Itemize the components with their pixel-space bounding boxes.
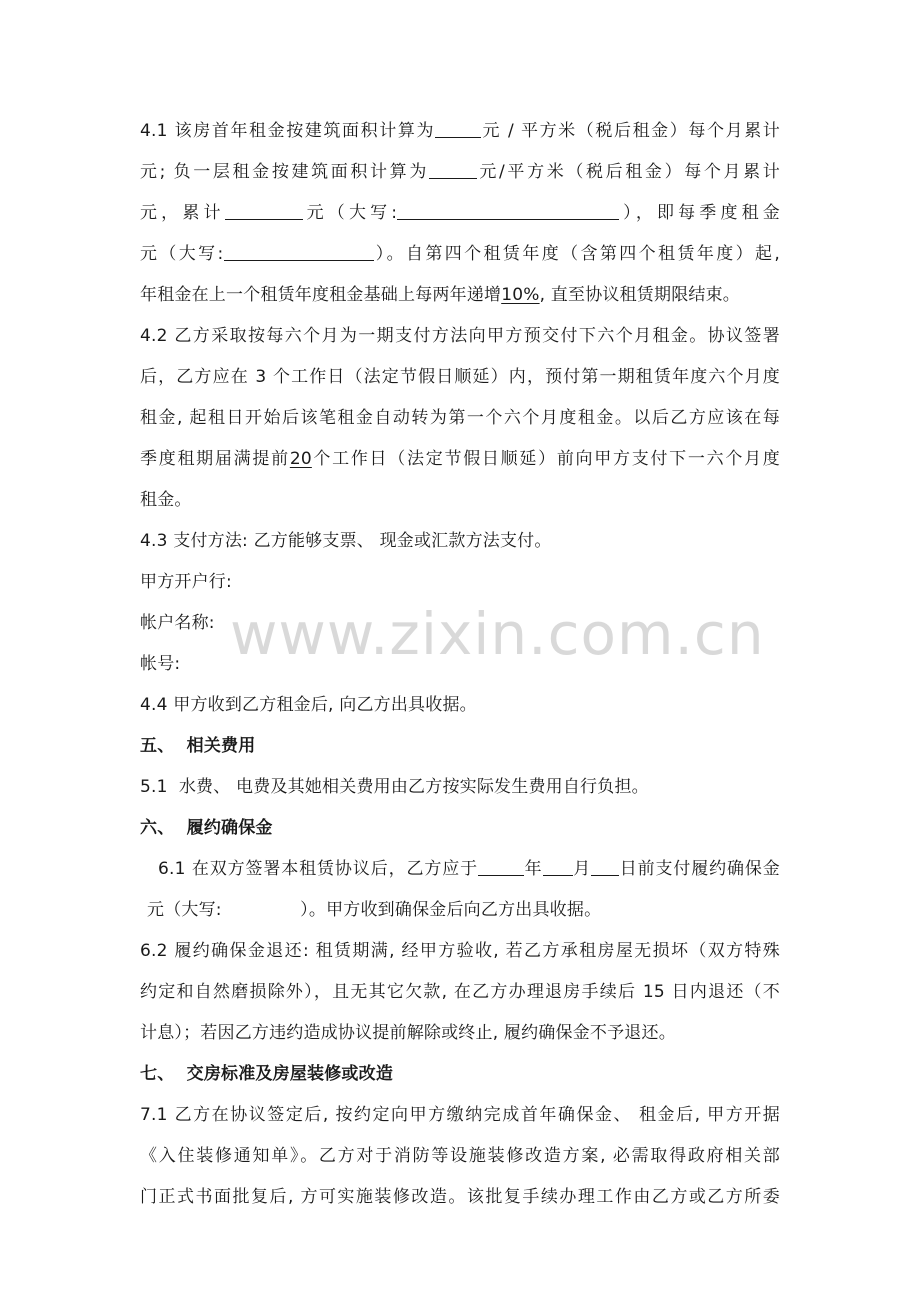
blank-field (397, 202, 619, 220)
blank-field (225, 202, 303, 220)
text: 年租金在上一个租赁年度租金基础上每两年递增 (140, 285, 502, 305)
clause-4-3: 4.3 支付方法: 乙方能够支票、 现金或汇款方法支付。 (140, 531, 552, 551)
clause-4-2-line-4 (140, 448, 780, 470)
blank-field (591, 858, 619, 876)
text: 年 (523, 859, 543, 879)
text: 元 / 平方米（税后租金）每个月累计 (481, 121, 780, 141)
account-number-label: 帐号: (140, 654, 181, 674)
watermark: www.zixin.com.cn (230, 600, 765, 668)
bank-label: 甲方开户行: (140, 572, 232, 592)
text: ），即每季度租金 (619, 203, 780, 223)
clause-6-2-line-1: 6.2 履约确保金退还: 租赁期满, 经甲方验收, 若乙方承租房屋无损坏（双方特殊 (140, 941, 780, 961)
text: 元（大写: (140, 244, 224, 264)
clause-5-1: 5.1 水费、 电费及其她相关费用由乙方按实际发生费用自行负担。 (140, 777, 649, 797)
clause-4-1-line-5 (140, 284, 780, 306)
text: 元（大写: (302, 203, 398, 223)
clause-4-1-line-2 (140, 161, 780, 183)
text: 元; 负一层租金按建筑面积计算为 (140, 162, 429, 182)
blank-field (435, 120, 481, 138)
text: 元，累计 (140, 203, 225, 223)
clause-4-1-line-4 (140, 243, 780, 265)
text: 月 (572, 859, 592, 879)
clause-4-4: 4.4 甲方收到乙方租金后, 向乙方出具收据。 (140, 695, 477, 715)
text: ）。自第四个租赁年度（含第四个租赁年度）起, (373, 244, 780, 264)
clause-6-1-line-1 (158, 858, 780, 880)
clause-7-1-line-2: 《入住装修通知单》。乙方对于消防等设施装修改造方案, 必需取得政府相关部 (140, 1146, 780, 1166)
clause-4-2-line-2: 后，乙方应在 3 个工作日（法定节假日顺延）内，预付第一期租赁年度六个月度 (140, 367, 780, 387)
text: 季度租期届满提前 (140, 449, 290, 469)
blank-field (224, 243, 374, 261)
text: 元/平方米（税后租金）每个月累计 (476, 162, 780, 182)
clause-7-1-line-1: 7.1 乙方在协议签定后, 按约定向甲方缴纳完成首年确保金、 租金后, 甲方开据 (140, 1105, 780, 1125)
clause-4-1-line-1 (140, 120, 780, 142)
section-5-heading: 五、 相关费用 (140, 736, 256, 756)
blank-field (429, 161, 477, 179)
clause-4-2-line-3: 租金, 起租日开始后该笔租金自动转为第一个六个月度租金。以后乙方应该在每 (140, 408, 780, 428)
clause-4-1-line-3 (140, 202, 780, 224)
section-7-heading: 七、 交房标准及房屋装修或改造 (140, 1064, 394, 1084)
section-6-heading: 六、 履约确保金 (140, 818, 273, 838)
account-name-label: 帐户名称: (140, 613, 215, 633)
text: 日前支付履约确保金 (619, 859, 780, 879)
days-count: 20 (289, 449, 312, 469)
text: 6.1 在双方签署本租赁协议后，乙方应于 (158, 859, 478, 879)
clause-6-1-line-2: 元（大写: ）。甲方收到确保金后向乙方出具收据。 (147, 900, 602, 920)
blank-field (478, 858, 524, 876)
clause-7-1-line-3: 门正式书面批复后, 方可实施装修改造。该批复手续办理工作由乙方或乙方所委 (140, 1187, 780, 1207)
text: , 直至协议租赁期限结束。 (539, 285, 741, 305)
text: 4.1 该房首年租金按建筑面积计算为 (140, 121, 436, 141)
increase-rate: 10% (501, 285, 540, 305)
clause-4-2-line-1: 4.2 乙方采取按每六个月为一期支付方法向甲方预交付下六个月租金。协议签署 (140, 326, 780, 346)
blank-field (543, 858, 573, 876)
text: 个工作日（法定节假日顺延）前向甲方支付下一六个月度 (311, 449, 780, 469)
clause-6-2-line-2: 约定和自然磨损除外），且无其它欠款, 在乙方办理退房手续后 15 日内退还（不 (140, 982, 780, 1002)
clause-4-2-line-5: 租金。 (140, 490, 192, 510)
clause-6-2-line-3: 计息）；若因乙方违约造成协议提前解除或终止, 履约确保金不予退还。 (140, 1023, 676, 1043)
